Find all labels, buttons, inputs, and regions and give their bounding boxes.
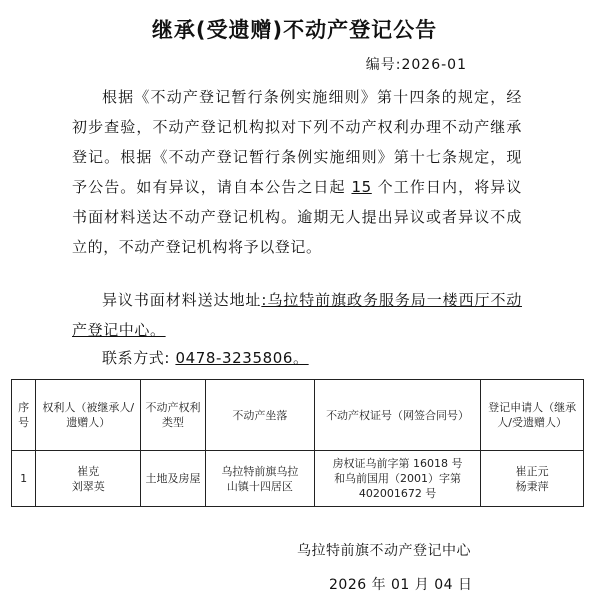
header-location: 不动产坐落	[205, 380, 314, 451]
table-header-row	[12, 380, 584, 451]
signature-organization: 乌拉特前旗不动产登记中心	[297, 543, 471, 559]
certificate-line: 和乌前国用（2001）字第	[334, 472, 462, 485]
contact-label: 联系方式:	[102, 349, 171, 367]
header-right-type: 不动产权利类型	[141, 380, 206, 451]
cell-owner	[36, 451, 141, 507]
certificate-line: 402001672 号	[358, 487, 437, 500]
cell-serial: 1	[12, 451, 36, 507]
contact-phone: 0478-3235806。	[175, 349, 309, 367]
cell-location	[205, 451, 314, 507]
certificate-line: 房权证乌前字第 16018 号	[332, 457, 463, 470]
header-certificate: 不动产权证号（网签合同号）	[314, 380, 480, 451]
notice-paragraph	[72, 82, 522, 262]
property-table	[11, 379, 584, 507]
address-label: 异议书面材料送达地址	[102, 291, 262, 309]
page-title: 继承(受遗赠)不动产登记公告	[151, 18, 438, 42]
notice-text-before-days: 根据《不动产登记暂行条例实施细则》第十四条的规定，经初步查验，不动产登记机构拟对下列不动产权利办理不动产继承登记。根据《不动产登记暂行条例实施细则》第十七条规定，现予公告。如有异议，请自本公告之日起	[72, 88, 522, 196]
header-serial: 序号	[12, 380, 36, 451]
objection-days: 15	[351, 178, 372, 196]
cell-certificate	[314, 451, 480, 507]
contact-line	[102, 347, 309, 368]
signature-date: 2026 年 01 月 04 日	[329, 577, 473, 593]
address-value: :乌拉特前旗政务服务局一楼西厅不动产登记中心。	[72, 291, 522, 339]
owner-name: 崔克	[77, 464, 100, 478]
applicant-name: 杨秉萍	[515, 479, 549, 493]
document-number: 编号:2026-01	[365, 57, 467, 73]
address-paragraph	[72, 285, 522, 345]
header-applicant: 登记申请人（继承人/受遗赠人）	[481, 380, 584, 451]
header-owner: 权利人（被继承人/遗赠人）	[36, 380, 141, 451]
table-row	[12, 451, 584, 507]
applicant-name: 崔正元	[515, 464, 549, 478]
location-line: 乌拉特前旗乌拉	[221, 464, 299, 478]
owner-name: 刘翠英	[71, 479, 105, 493]
notice-text-after-days: 个工作日内，将异议书面材料送达不动产登记机构。逾期无人提出异议或者异议不成立的，不动产登记机构将予以登记。	[72, 178, 522, 256]
cell-right-type: 土地及房屋	[141, 451, 206, 507]
cell-applicant	[481, 451, 584, 507]
location-line: 山镇十四居区	[226, 479, 293, 493]
